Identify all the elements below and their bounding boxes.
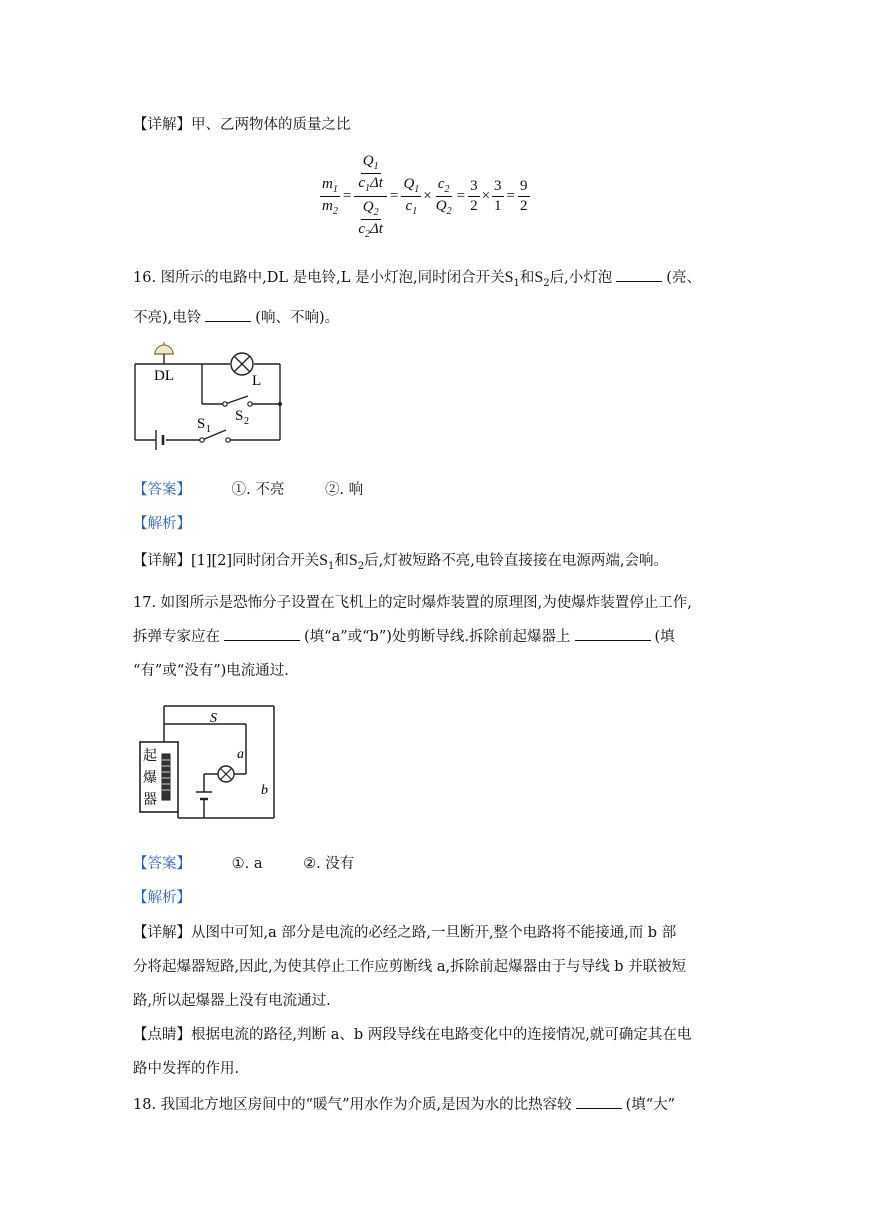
- answer-blank: [576, 1096, 622, 1109]
- answer-blank: [616, 269, 662, 282]
- q17-detail-line2: 分将起爆器短路,因此,为使其停止工作应剪断线 a,拆除前起爆器由于与导线 b 并联被短: [133, 959, 687, 975]
- bell-lamp-circuit-diagram: [130, 340, 290, 458]
- q16-analysis-label: 【解析】: [133, 516, 191, 532]
- q18-question-line1: 18. 我国北方地区房间中的“暖气”用水作为介质,是因为水的比热容较 (填“大”: [133, 1097, 676, 1113]
- label-s: S: [210, 711, 217, 726]
- answer-2: ②. 响: [324, 482, 364, 498]
- fraction-c2-q2: $\frac{c_2}{Q_2}$: [435, 175, 452, 217]
- answer-label: 【答案】: [133, 856, 191, 872]
- q17-answer-line: [133, 852, 354, 873]
- answer-blank: [224, 628, 300, 641]
- q17-question-line1: 17. 如图所示是恐怖分子设置在飞机上的定时爆炸装置的原理图,为使爆炸装置停止工作,: [133, 595, 692, 611]
- detonator-circuit-diagram: [134, 702, 286, 828]
- detonator-char-3: 器: [143, 793, 157, 808]
- answer-blank: [575, 628, 651, 641]
- answer-label: 【答案】: [133, 482, 191, 498]
- q17-detail-line1: 【详解】从图中可知,a 部分是电流的必经之路,一旦断开,整个电路将不能接通,而 b 部: [133, 925, 677, 941]
- label-s1: S: [197, 416, 206, 432]
- equals-sign: =: [456, 187, 466, 204]
- svg-text:2: 2: [244, 416, 249, 427]
- fraction-9-2: $\frac{9}{2}$: [520, 177, 528, 214]
- mass-ratio-formula: [320, 150, 530, 242]
- q17-analysis-label: 【解析】: [133, 890, 191, 906]
- label-a: a: [237, 747, 244, 762]
- times-sign: ×: [481, 187, 491, 204]
- detonator-char-2: 爆: [143, 771, 157, 786]
- q17-comment-line1: 【点睛】根据电流的路径,判断 a、b 两段导线在电路变化中的连接情况,就可确定其在电: [133, 1027, 692, 1043]
- fraction-3-1: $\frac{3}{1}$: [494, 177, 502, 214]
- answer-1: ①. a: [231, 856, 263, 872]
- label-b: b: [261, 783, 268, 798]
- q16-answer-line: [133, 478, 363, 499]
- q16-question-line1: 16. 图所示的电路中,DL 是电铃,L 是小灯泡,同时闭合开关$S_1$和$S_2$后,小灯泡 (亮、: [133, 269, 701, 289]
- q16-question-line2: 不亮),电铃 (响、不响)。: [133, 310, 340, 326]
- answer-blank: [205, 309, 251, 322]
- q15-detail-line: [133, 113, 351, 134]
- detonator-char-1: 起: [143, 749, 157, 764]
- q17-question-line3: “有”或“没有”)电流通过.: [133, 663, 289, 679]
- label-dl: DL: [154, 368, 174, 384]
- detail-text: 甲、乙两物体的质量之比: [191, 117, 351, 133]
- label-l: L: [252, 373, 262, 389]
- fraction-q1-c1: $\frac{Q_1}{c_1}$: [403, 175, 420, 217]
- bell-icon: [155, 345, 173, 354]
- equals-sign: =: [506, 187, 515, 204]
- times-sign: ×: [423, 187, 432, 204]
- equals-sign: =: [342, 187, 352, 204]
- q17-comment-line2: 路中发挥的作用.: [133, 1061, 240, 1077]
- q16-detail-line: 【详解】[1][2]同时闭合开关$S_1$和$S_2$后,灯被短路不亮,电铃直接接在电源两端,会响。: [133, 552, 668, 572]
- lhs-fraction: $\frac{m_1}{m_2}$: [322, 175, 338, 217]
- detail-label: 【详解】: [133, 117, 191, 133]
- answer-2: ②. 没有: [303, 856, 355, 872]
- equals-sign: =: [389, 187, 399, 204]
- label-s2: S: [235, 408, 244, 424]
- q17-question-line2: 拆弹专家应在 (填“a”或“b”)处剪断导线.拆除前起爆器上 (填: [133, 629, 675, 645]
- fraction-3-2: $\frac{3}{2}$: [470, 177, 478, 214]
- compound-fraction: $\frac{\frac{Q_1}{c_1\Delta t}}{\frac{Q_2}{c_2\Delta t}}$: [354, 153, 387, 240]
- answer-1: ①. 不亮: [231, 482, 285, 498]
- svg-text:1: 1: [206, 424, 211, 435]
- q17-detail-line3: 路,所以起爆器上没有电流通过.: [133, 993, 331, 1009]
